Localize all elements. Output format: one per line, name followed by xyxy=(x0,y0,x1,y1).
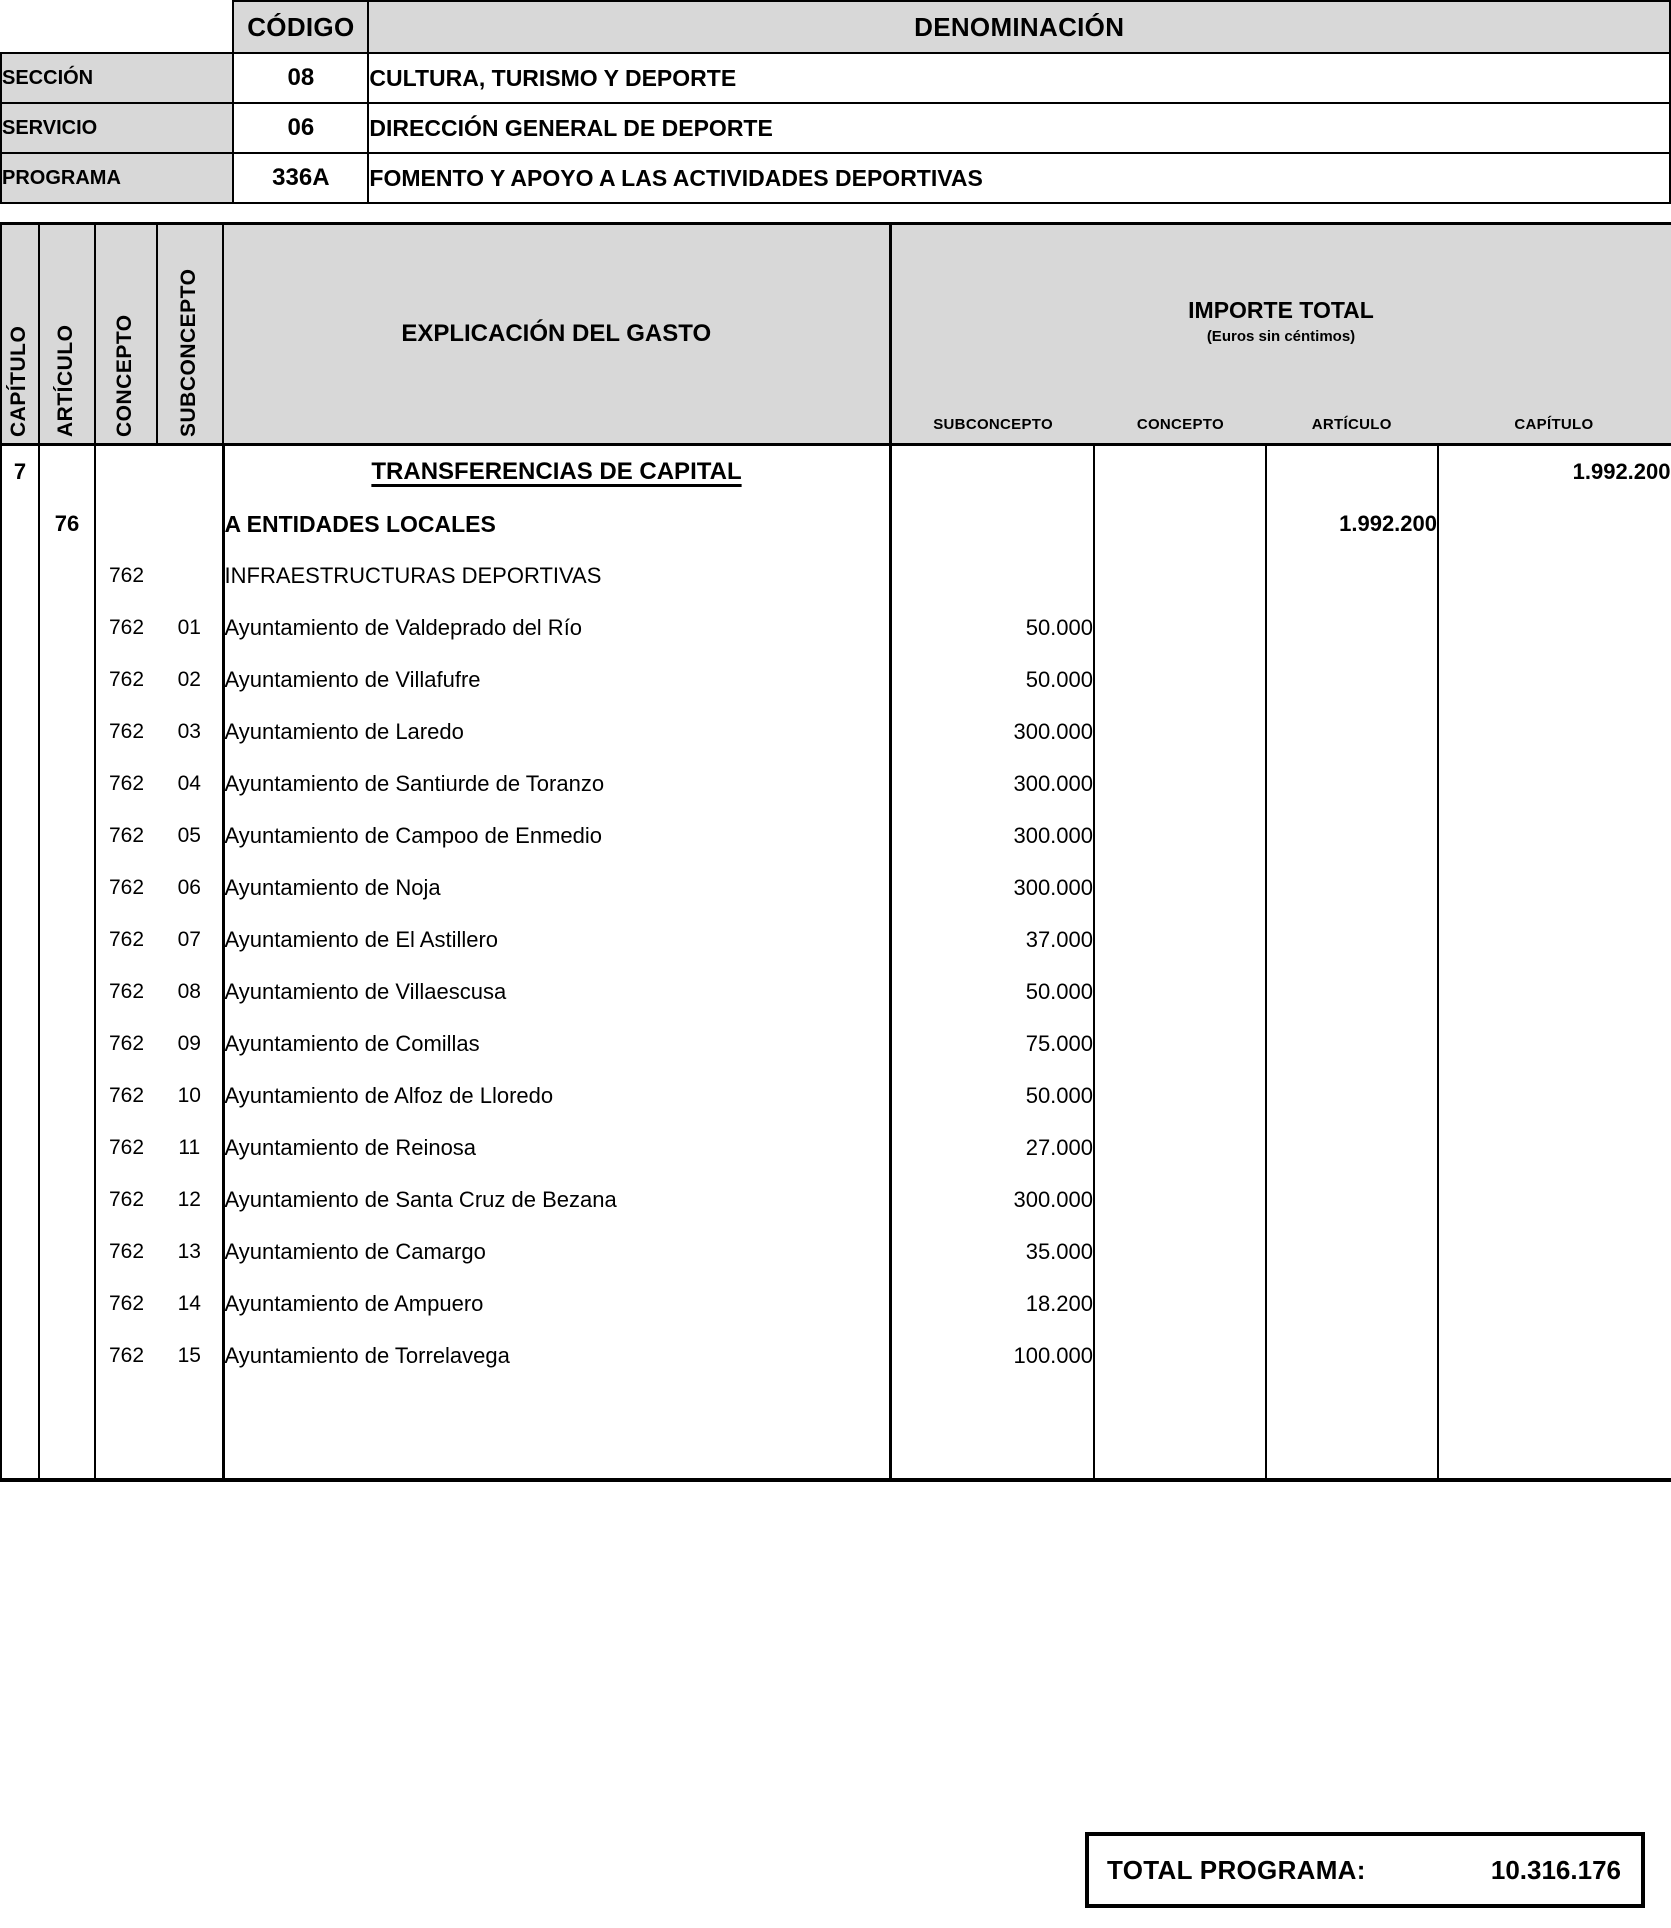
cell-capitulo xyxy=(1,602,39,654)
cell-concepto: 762 xyxy=(95,1278,157,1330)
cell-amount-articulo xyxy=(1266,1070,1438,1122)
filler-cell xyxy=(157,1382,223,1480)
cell-concepto: 762 xyxy=(95,914,157,966)
cell-amount-concepto xyxy=(1094,914,1266,966)
cell-capitulo xyxy=(1,914,39,966)
cell-amount-concepto xyxy=(1094,1330,1266,1382)
cell-subconcepto: 09 xyxy=(157,1018,223,1070)
cell-amount-articulo xyxy=(1266,862,1438,914)
header-title-row xyxy=(1,1,1670,53)
main-table-header-row xyxy=(1,224,1671,445)
cell-amount-subconcepto: 300.000 xyxy=(890,758,1094,810)
cell-amount-capitulo xyxy=(1438,1278,1671,1330)
cell-articulo xyxy=(39,1278,95,1330)
cell-subconcepto: 14 xyxy=(157,1278,223,1330)
cell-capitulo xyxy=(1,966,39,1018)
cell-amount-subconcepto: 300.000 xyxy=(890,1174,1094,1226)
cell-amount-articulo xyxy=(1266,1122,1438,1174)
cell-amount-subconcepto: 18.200 xyxy=(890,1278,1094,1330)
cell-amount-concepto xyxy=(1094,1278,1266,1330)
header-corner-blank xyxy=(1,1,233,53)
cell-amount-capitulo xyxy=(1438,1330,1671,1382)
cell-explicacion: Ayuntamiento de El Astillero xyxy=(223,914,890,966)
cell-explicacion: Ayuntamiento de Campoo de Enmedio xyxy=(223,810,890,862)
cell-amount-subconcepto: 75.000 xyxy=(890,1018,1094,1070)
cell-concepto: 762 xyxy=(95,758,157,810)
cell-articulo xyxy=(39,602,95,654)
cell-articulo xyxy=(39,706,95,758)
cell-capitulo xyxy=(1,1122,39,1174)
cell-amount-capitulo xyxy=(1438,1070,1671,1122)
header-denom-servicio: DIRECCIÓN GENERAL DE DEPORTE xyxy=(368,103,1670,153)
cell-explicacion: Ayuntamiento de Laredo xyxy=(223,706,890,758)
cell-capitulo xyxy=(1,758,39,810)
cell-capitulo xyxy=(1,1018,39,1070)
cell-subconcepto: 02 xyxy=(157,654,223,706)
cell-articulo xyxy=(39,758,95,810)
cell-amount-articulo xyxy=(1266,550,1438,602)
cell-amount-articulo xyxy=(1266,706,1438,758)
table-row xyxy=(1,1278,1671,1330)
cell-amount-subconcepto: 50.000 xyxy=(890,602,1094,654)
cell-subconcepto xyxy=(157,445,223,499)
cell-amount-subconcepto: 50.000 xyxy=(890,966,1094,1018)
table-row xyxy=(1,758,1671,810)
cell-subconcepto: 03 xyxy=(157,706,223,758)
codigo-denominacion-header-table xyxy=(0,0,1671,204)
budget-detail-table xyxy=(0,222,1671,1482)
cell-amount-concepto xyxy=(1094,1226,1266,1278)
cell-amount-concepto xyxy=(1094,602,1266,654)
cell-subconcepto: 04 xyxy=(157,758,223,810)
cell-amount-articulo xyxy=(1266,758,1438,810)
cell-explicacion: A ENTIDADES LOCALES xyxy=(223,498,890,550)
column-header-subconcepto-label: SUBCONCEPTO xyxy=(177,268,200,437)
cell-amount-subconcepto: 50.000 xyxy=(890,654,1094,706)
cell-amount-capitulo xyxy=(1438,966,1671,1018)
cell-concepto: 762 xyxy=(95,966,157,1018)
cell-subconcepto: 13 xyxy=(157,1226,223,1278)
filler-cell xyxy=(1438,1382,1671,1480)
table-row xyxy=(1,602,1671,654)
header-denom-programa: FOMENTO Y APOYO A LAS ACTIVIDADES DEPORTIVAS xyxy=(368,153,1670,203)
cell-concepto: 762 xyxy=(95,1226,157,1278)
cell-explicacion: Ayuntamiento de Valdeprado del Río xyxy=(223,602,890,654)
cell-concepto: 762 xyxy=(95,706,157,758)
cell-explicacion: Ayuntamiento de Villafufre xyxy=(223,654,890,706)
cell-amount-capitulo xyxy=(1438,1122,1671,1174)
column-header-articulo xyxy=(39,224,95,445)
cell-concepto: 762 xyxy=(95,550,157,602)
cell-capitulo xyxy=(1,550,39,602)
cell-explicacion-text: TRANSFERENCIAS DE CAPITAL xyxy=(371,458,742,485)
cell-amount-subconcepto: 100.000 xyxy=(890,1330,1094,1382)
cell-subconcepto: 08 xyxy=(157,966,223,1018)
cell-amount-capitulo xyxy=(1438,810,1671,862)
cell-amount-concepto xyxy=(1094,862,1266,914)
cell-explicacion: Ayuntamiento de Noja xyxy=(223,862,890,914)
cell-explicacion: Ayuntamiento de Santa Cruz de Bezana xyxy=(223,1174,890,1226)
column-header-concepto xyxy=(95,224,157,445)
cell-amount-capitulo xyxy=(1438,758,1671,810)
cell-amount-capitulo xyxy=(1438,602,1671,654)
cell-amount-capitulo xyxy=(1438,914,1671,966)
header-code-programa: 336A xyxy=(233,153,368,203)
cell-explicacion: Ayuntamiento de Santiurde de Toranzo xyxy=(223,758,890,810)
header-code-seccion: 08 xyxy=(233,53,368,103)
cell-amount-capitulo xyxy=(1438,654,1671,706)
filler-cell xyxy=(95,1382,157,1480)
cell-amount-concepto xyxy=(1094,1070,1266,1122)
cell-articulo xyxy=(39,1122,95,1174)
cell-subconcepto xyxy=(157,550,223,602)
table-row xyxy=(1,445,1671,499)
cell-amount-concepto xyxy=(1094,966,1266,1018)
cell-amount-subconcepto xyxy=(890,445,1094,499)
cell-articulo xyxy=(39,914,95,966)
cell-capitulo xyxy=(1,862,39,914)
cell-concepto: 762 xyxy=(95,862,157,914)
cell-concepto: 762 xyxy=(95,1018,157,1070)
table-row xyxy=(1,914,1671,966)
cell-amount-articulo xyxy=(1266,810,1438,862)
cell-amount-concepto xyxy=(1094,1174,1266,1226)
cell-articulo xyxy=(39,966,95,1018)
cell-explicacion: Ayuntamiento de Alfoz de Lloredo xyxy=(223,1070,890,1122)
table-row xyxy=(1,1330,1671,1382)
cell-amount-articulo xyxy=(1266,445,1438,499)
table-row xyxy=(1,1122,1671,1174)
cell-articulo: 76 xyxy=(39,498,95,550)
cell-amount-concepto xyxy=(1094,1018,1266,1070)
cell-amount-capitulo xyxy=(1438,498,1671,550)
cell-explicacion: Ayuntamiento de Torrelavega xyxy=(223,1330,890,1382)
cell-capitulo xyxy=(1,706,39,758)
cell-amount-articulo xyxy=(1266,914,1438,966)
cell-capitulo xyxy=(1,1278,39,1330)
filler-cell xyxy=(1094,1382,1266,1480)
header-code-servicio: 06 xyxy=(233,103,368,153)
cell-amount-concepto xyxy=(1094,706,1266,758)
cell-amount-concepto xyxy=(1094,498,1266,550)
cell-capitulo: 7 xyxy=(1,445,39,499)
filler-cell xyxy=(39,1382,95,1480)
header-label-servicio: SERVICIO xyxy=(1,103,233,153)
cell-capitulo xyxy=(1,654,39,706)
header-row-seccion xyxy=(1,53,1670,103)
table-row xyxy=(1,1226,1671,1278)
cell-amount-concepto xyxy=(1094,1122,1266,1174)
cell-amount-subconcepto: 300.000 xyxy=(890,862,1094,914)
table-row xyxy=(1,498,1671,550)
cell-articulo xyxy=(39,862,95,914)
table-filler-row xyxy=(1,1382,1671,1480)
column-header-importe-total xyxy=(890,224,1671,445)
cell-amount-concepto xyxy=(1094,654,1266,706)
cell-capitulo xyxy=(1,1070,39,1122)
cell-amount-articulo xyxy=(1266,966,1438,1018)
amount-column-header-articulo: ARTÍCULO xyxy=(1311,416,1392,433)
importe-total-title: IMPORTE TOTAL xyxy=(1188,297,1374,323)
cell-subconcepto xyxy=(157,498,223,550)
cell-amount-subconcepto xyxy=(890,550,1094,602)
cell-subconcepto: 15 xyxy=(157,1330,223,1382)
cell-concepto: 762 xyxy=(95,810,157,862)
cell-concepto: 762 xyxy=(95,654,157,706)
cell-articulo xyxy=(39,1330,95,1382)
table-row xyxy=(1,654,1671,706)
cell-amount-subconcepto: 50.000 xyxy=(890,1070,1094,1122)
table-row xyxy=(1,810,1671,862)
cell-explicacion xyxy=(223,445,890,499)
filler-cell xyxy=(223,1382,890,1480)
cell-amount-articulo xyxy=(1266,1330,1438,1382)
cell-amount-capitulo xyxy=(1438,862,1671,914)
cell-explicacion: Ayuntamiento de Reinosa xyxy=(223,1122,890,1174)
cell-capitulo xyxy=(1,1330,39,1382)
cell-concepto: 762 xyxy=(95,1174,157,1226)
cell-capitulo xyxy=(1,810,39,862)
table-row xyxy=(1,1018,1671,1070)
cell-amount-articulo xyxy=(1266,1226,1438,1278)
cell-capitulo xyxy=(1,1174,39,1226)
cell-concepto: 762 xyxy=(95,602,157,654)
column-header-explicacion-del-gasto: EXPLICACIÓN DEL GASTO xyxy=(223,224,890,445)
total-programa-label: TOTAL PROGRAMA: xyxy=(1107,1854,1366,1885)
header-denom-seccion: CULTURA, TURISMO Y DEPORTE xyxy=(368,53,1670,103)
header-label-seccion: SECCIÓN xyxy=(1,53,233,103)
cell-amount-capitulo xyxy=(1438,706,1671,758)
cell-amount-concepto xyxy=(1094,758,1266,810)
filler-cell xyxy=(1,1382,39,1480)
column-header-subconcepto xyxy=(157,224,223,445)
cell-amount-subconcepto: 27.000 xyxy=(890,1122,1094,1174)
cell-amount-capitulo xyxy=(1438,550,1671,602)
cell-capitulo xyxy=(1,498,39,550)
amount-column-header-concepto: CONCEPTO xyxy=(1136,416,1224,433)
cell-explicacion: Ayuntamiento de Camargo xyxy=(223,1226,890,1278)
table-row xyxy=(1,550,1671,602)
cell-concepto xyxy=(95,445,157,499)
cell-subconcepto: 10 xyxy=(157,1070,223,1122)
amount-column-header-capitulo: CAPÍTULO xyxy=(1514,416,1594,433)
cell-articulo xyxy=(39,1226,95,1278)
cell-concepto: 762 xyxy=(95,1122,157,1174)
column-header-capitulo-label: CAPÍTULO xyxy=(7,325,30,437)
cell-amount-concepto xyxy=(1094,445,1266,499)
cell-concepto: 762 xyxy=(95,1330,157,1382)
cell-articulo xyxy=(39,445,95,499)
cell-articulo xyxy=(39,1070,95,1122)
cell-amount-concepto xyxy=(1094,550,1266,602)
cell-articulo xyxy=(39,654,95,706)
cell-amount-articulo xyxy=(1266,602,1438,654)
cell-articulo xyxy=(39,1174,95,1226)
table-row xyxy=(1,1174,1671,1226)
cell-explicacion: Ayuntamiento de Ampuero xyxy=(223,1278,890,1330)
table-row xyxy=(1,706,1671,758)
column-header-concepto-label: CONCEPTO xyxy=(113,314,136,437)
cell-subconcepto: 06 xyxy=(157,862,223,914)
cell-articulo xyxy=(39,550,95,602)
cell-subconcepto: 12 xyxy=(157,1174,223,1226)
cell-amount-subconcepto xyxy=(890,498,1094,550)
cell-articulo xyxy=(39,810,95,862)
cell-subconcepto: 05 xyxy=(157,810,223,862)
column-header-capitulo xyxy=(1,224,39,445)
cell-amount-subconcepto: 300.000 xyxy=(890,706,1094,758)
table-row xyxy=(1,1070,1671,1122)
filler-cell xyxy=(1266,1382,1438,1480)
amount-column-header-subconcepto: SUBCONCEPTO xyxy=(933,416,1053,433)
cell-amount-subconcepto: 35.000 xyxy=(890,1226,1094,1278)
total-programa-value: 10.316.176 xyxy=(1490,1854,1621,1885)
filler-cell xyxy=(890,1382,1094,1480)
cell-amount-subconcepto: 37.000 xyxy=(890,914,1094,966)
cell-amount-articulo: 1.992.200 xyxy=(1266,498,1438,550)
cell-amount-articulo xyxy=(1266,654,1438,706)
cell-concepto: 762 xyxy=(95,1070,157,1122)
cell-amount-articulo xyxy=(1266,1018,1438,1070)
cell-subconcepto: 01 xyxy=(157,602,223,654)
cell-capitulo xyxy=(1,1226,39,1278)
header-codigo-title: CÓDIGO xyxy=(233,1,368,53)
header-row-programa xyxy=(1,153,1670,203)
cell-amount-concepto xyxy=(1094,810,1266,862)
cell-concepto xyxy=(95,498,157,550)
header-denominacion-title: DENOMINACIÓN xyxy=(368,1,1670,53)
total-programa-box xyxy=(1085,1832,1645,1908)
header-label-programa: PROGRAMA xyxy=(1,153,233,203)
cell-explicacion: Ayuntamiento de Villaescusa xyxy=(223,966,890,1018)
cell-amount-capitulo: 1.992.200 xyxy=(1438,445,1671,499)
cell-subconcepto: 11 xyxy=(157,1122,223,1174)
cell-amount-capitulo xyxy=(1438,1174,1671,1226)
cell-amount-articulo xyxy=(1266,1278,1438,1330)
table-row xyxy=(1,966,1671,1018)
importe-total-subtitle: (Euros sin céntimos) xyxy=(1206,328,1356,345)
cell-amount-capitulo xyxy=(1438,1018,1671,1070)
cell-subconcepto: 07 xyxy=(157,914,223,966)
cell-amount-subconcepto: 300.000 xyxy=(890,810,1094,862)
table-row xyxy=(1,862,1671,914)
cell-amount-capitulo xyxy=(1438,1226,1671,1278)
cell-articulo xyxy=(39,1018,95,1070)
cell-explicacion: INFRAESTRUCTURAS DEPORTIVAS xyxy=(223,550,890,602)
column-header-articulo-label: ARTÍCULO xyxy=(54,324,77,437)
header-row-servicio xyxy=(1,103,1670,153)
cell-explicacion: Ayuntamiento de Comillas xyxy=(223,1018,890,1070)
cell-amount-articulo xyxy=(1266,1174,1438,1226)
